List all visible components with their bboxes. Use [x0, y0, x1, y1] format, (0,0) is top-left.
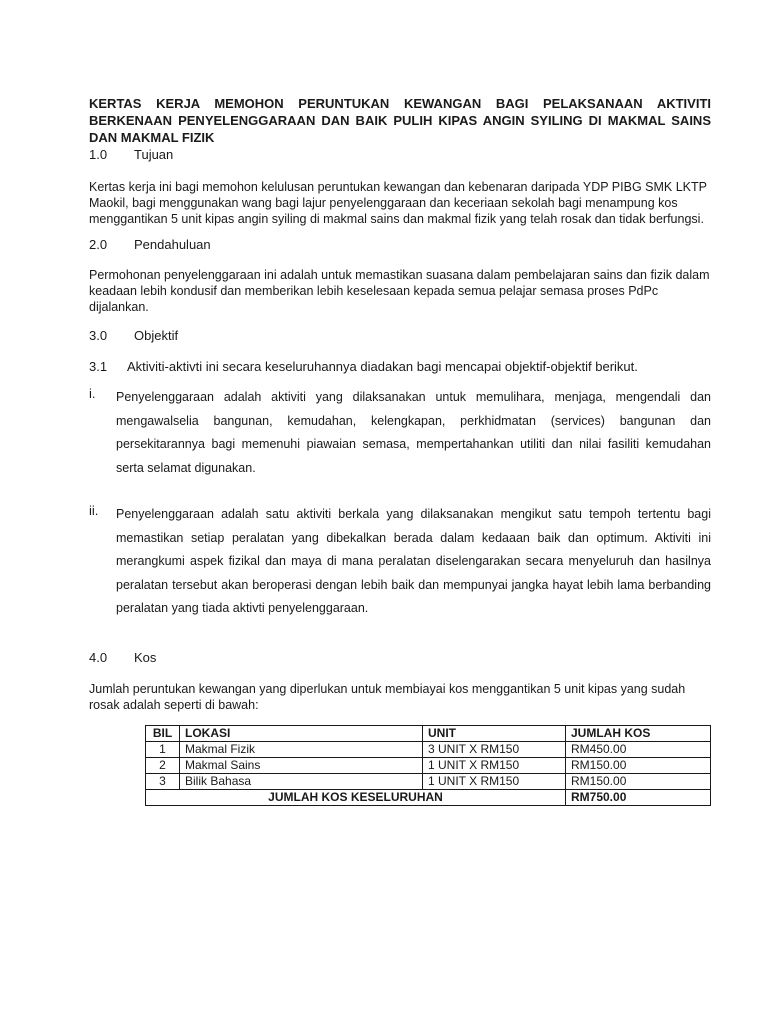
section-heading-pendahuluan: [89, 237, 211, 253]
section-heading-tujuan: [89, 147, 173, 163]
section-heading-objektif: [89, 328, 178, 344]
section-label: Pendahuluan: [134, 237, 211, 252]
cell-lokasi: Bilik Bahasa: [180, 774, 423, 790]
table-row: [146, 742, 711, 758]
cell-jumlah-kos: RM450.00: [566, 742, 711, 758]
section-label: Tujuan: [134, 147, 174, 162]
cell-jumlah-kos: RM150.00: [566, 758, 711, 774]
column-header-unit: UNIT: [423, 726, 566, 742]
column-header-jumlah-kos: JUMLAH KOS: [566, 726, 711, 742]
section-number: 1.0: [89, 147, 108, 162]
section-text-kos: Jumlah peruntukan kewangan yang diperlukan untuk membiayai kos menggantikan 5 unit kipas yang sudah rosak adalah seperti di bawah:: [89, 682, 686, 712]
item-marker: ii.: [89, 503, 99, 518]
column-header-bil: BIL: [146, 726, 180, 742]
cell-unit: 3 UNIT X RM150: [423, 742, 566, 758]
table-row: [146, 758, 711, 774]
item-text: Penyelenggaraan adalah aktiviti yang dilaksanakan untuk memulihara, menjaga, mengendali dan mengawalselia bangunan, kemudahan, kelengkapan, perkhidmatan (services) bangunan dan persekitarannya bagi memenuhi piawaian semasa, mempertahankan utiliti dan nilai fasiliti kemudahan serta selamat digunakan.: [116, 390, 711, 475]
total-value: RM750.00: [566, 790, 711, 806]
section-number: 3.0: [89, 328, 108, 343]
subsection-number: 3.1: [89, 359, 108, 374]
table-header-row: [146, 726, 711, 742]
section-text-pendahuluan: Permohonan penyelenggaraan ini adalah untuk memastikan suasana dalam pembelajaran sains dan fizik dalam keadaan lebih kondusif dan memberikan lebih keselesaan kepada semua pelajar semasa proses PdPc dijalankan.: [89, 268, 710, 314]
cell-unit: 1 UNIT X RM150: [423, 774, 566, 790]
section-text-tujuan: Kertas kerja ini bagi memohon kelulusan peruntukan kewangan dan kebenaran daripada YDP PIBG SMK LKTP Maokil, bagi menggunakan wang bagi lajur penyelenggaraan dan keceriaan sekolah bagi menampung kos menggantikan 5 unit kipas angin syiling di makmal sains dan makmal fizik yang telah rosak dan tidak berfungsi.: [89, 180, 707, 226]
table-row: [146, 774, 711, 790]
objective-item-i: [89, 386, 711, 480]
cell-bil: 2: [146, 758, 180, 774]
document-title: KERTAS KERJA MEMOHON PERUNTUKAN KEWANGAN BAGI PELAKSANAAN AKTIVITI BERKENAAN PENYELENGGARAAN DAN BAIK PULIH KIPAS ANGIN SYILING DI MAKMAL SAINS DAN MAKMAL FIZIK: [89, 96, 711, 145]
cell-bil: 3: [146, 774, 180, 790]
item-text: Penyelenggaraan adalah satu aktiviti berkala yang dilaksanakan mengikut satu tempoh tertentu bagi memastikan setiap peralatan yang dibekalkan berada dalam kedaaan baik dan optimum. Aktiviti ini merangkumi aspek fizikal dan maya di mana peralatan diselengarakan secara menyeluruh dan hasilnya peralatan tersebut akan beroperasi dengan lebih baik dan mempunyai jangka hayat lebih lama berbanding peralatan yang tiada aktivti penyelenggaraan.: [116, 507, 711, 615]
section-label: Kos: [134, 650, 157, 665]
subsection-text: Aktiviti-aktivti ini secara keseluruhannya diadakan bagi mencapai objektif-objektif berikut.: [127, 359, 638, 374]
total-label: JUMLAH KOS KESELURUHAN: [146, 790, 566, 806]
cell-bil: 1: [146, 742, 180, 758]
subsection-3-1: [89, 359, 638, 375]
cell-unit: 1 UNIT X RM150: [423, 758, 566, 774]
cell-jumlah-kos: RM150.00: [566, 774, 711, 790]
section-label: Objektif: [134, 328, 179, 343]
column-header-lokasi: LOKASI: [180, 726, 423, 742]
section-number: 4.0: [89, 650, 108, 665]
objective-item-ii: [89, 503, 711, 621]
cell-lokasi: Makmal Fizik: [180, 742, 423, 758]
section-number: 2.0: [89, 237, 108, 252]
section-heading-kos: [89, 650, 156, 666]
cost-table: [145, 725, 711, 806]
table-total-row: [146, 790, 711, 806]
item-marker: i.: [89, 386, 96, 401]
cell-lokasi: Makmal Sains: [180, 758, 423, 774]
